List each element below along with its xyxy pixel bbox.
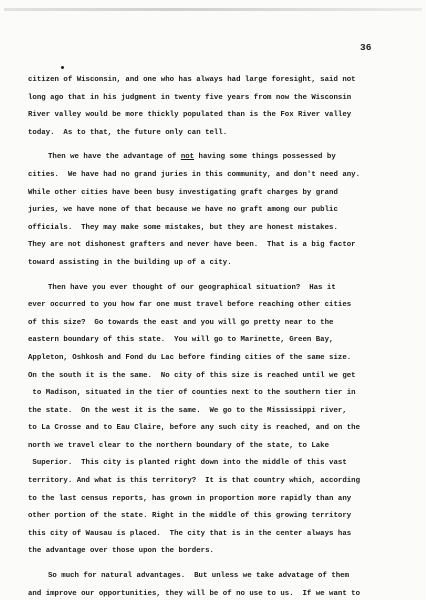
page-number: 36 (360, 42, 372, 53)
text-line (28, 149, 418, 167)
paragraph-3 (28, 280, 418, 562)
document-body (28, 72, 418, 600)
paragraph-4 (28, 568, 418, 600)
text-line: So much for natural advantages. But unless we take advatage of them (48, 572, 350, 581)
ink-dot (61, 66, 64, 69)
paragraph-1 (28, 72, 418, 142)
text-line: to the last census reports, has grown in proportion more rapidly than any (28, 494, 352, 503)
text-line: Appleton, Oshkosh and Fond du Lac before finding cities of the same size. (28, 353, 352, 362)
text-line: River valley would be more thickly populated than is the Fox River valley (28, 111, 352, 120)
text-line: While other cities have been busy investigating graft charges by grand (28, 188, 338, 197)
text-line: cities. We have had no grand juries in this community, and don't need any. (28, 170, 361, 179)
text-line: the state. On the west it is the same. We go to the Mississippi river, (28, 406, 347, 415)
text-line: ever occurred to you how far one must travel before reaching other cities (28, 301, 352, 310)
text-span: Then we have the advantage of (48, 153, 181, 162)
text-line: They are not dishonest grafters and never have been. That is a big factor (28, 241, 356, 250)
text-line: this city of Wausau is placed. The city that is in the center always has (28, 529, 352, 538)
text-line: officials. They may make some mistakes, but they are honest mistakes. (28, 223, 338, 232)
text-span: having some things possessed by (194, 153, 336, 162)
text-line: to Madison, situated in the tier of counties next to the southern tier in (28, 389, 356, 398)
text-line: north we travel clear to the northern boundary of the state, to Lake (28, 441, 330, 450)
text-line: Then have you ever thought of our geographical situation? Has it (48, 283, 336, 292)
text-line: territory. And what is this territory? It is that country which, according (28, 477, 361, 486)
text-line: eastern boundary of this state. You will go to Marinette, Green Bay, (28, 336, 334, 345)
text-line: citizen of Wisconsin, and one who has always had large foresight, said not (28, 76, 356, 84)
text-line: juries, we have none of that because we have no graft among our public (28, 206, 338, 215)
text-line: long ago that in his judgment in twenty five years from now the Wisconsin (28, 93, 352, 102)
text-line: Superior. This city is planted right down into the middle of this vast (28, 459, 347, 468)
paragraph-2 (28, 149, 418, 272)
text-line: the advantage over those upon the borders. (28, 547, 214, 556)
text-line: and improve our opportunities, they will be of no use to us. If we want to (28, 589, 361, 598)
text-line: of this size? Go towards the east and you will go pretty near to the (28, 318, 334, 327)
text-line: toward assisting in the building up of a city. (28, 258, 232, 267)
underlined-word: not (180, 153, 195, 162)
scan-edge-rule (4, 8, 422, 11)
text-line: to La Crosse and to Eau Claire, before any such city is reached, and on the (28, 424, 361, 433)
text-line: today. As to that, the future only can tell. (28, 128, 228, 137)
text-line: other portion of the state. Right in the middle of this growing territory (28, 512, 352, 521)
text-line: On the south it is the same. No city of this size is reached until we get (28, 371, 356, 380)
